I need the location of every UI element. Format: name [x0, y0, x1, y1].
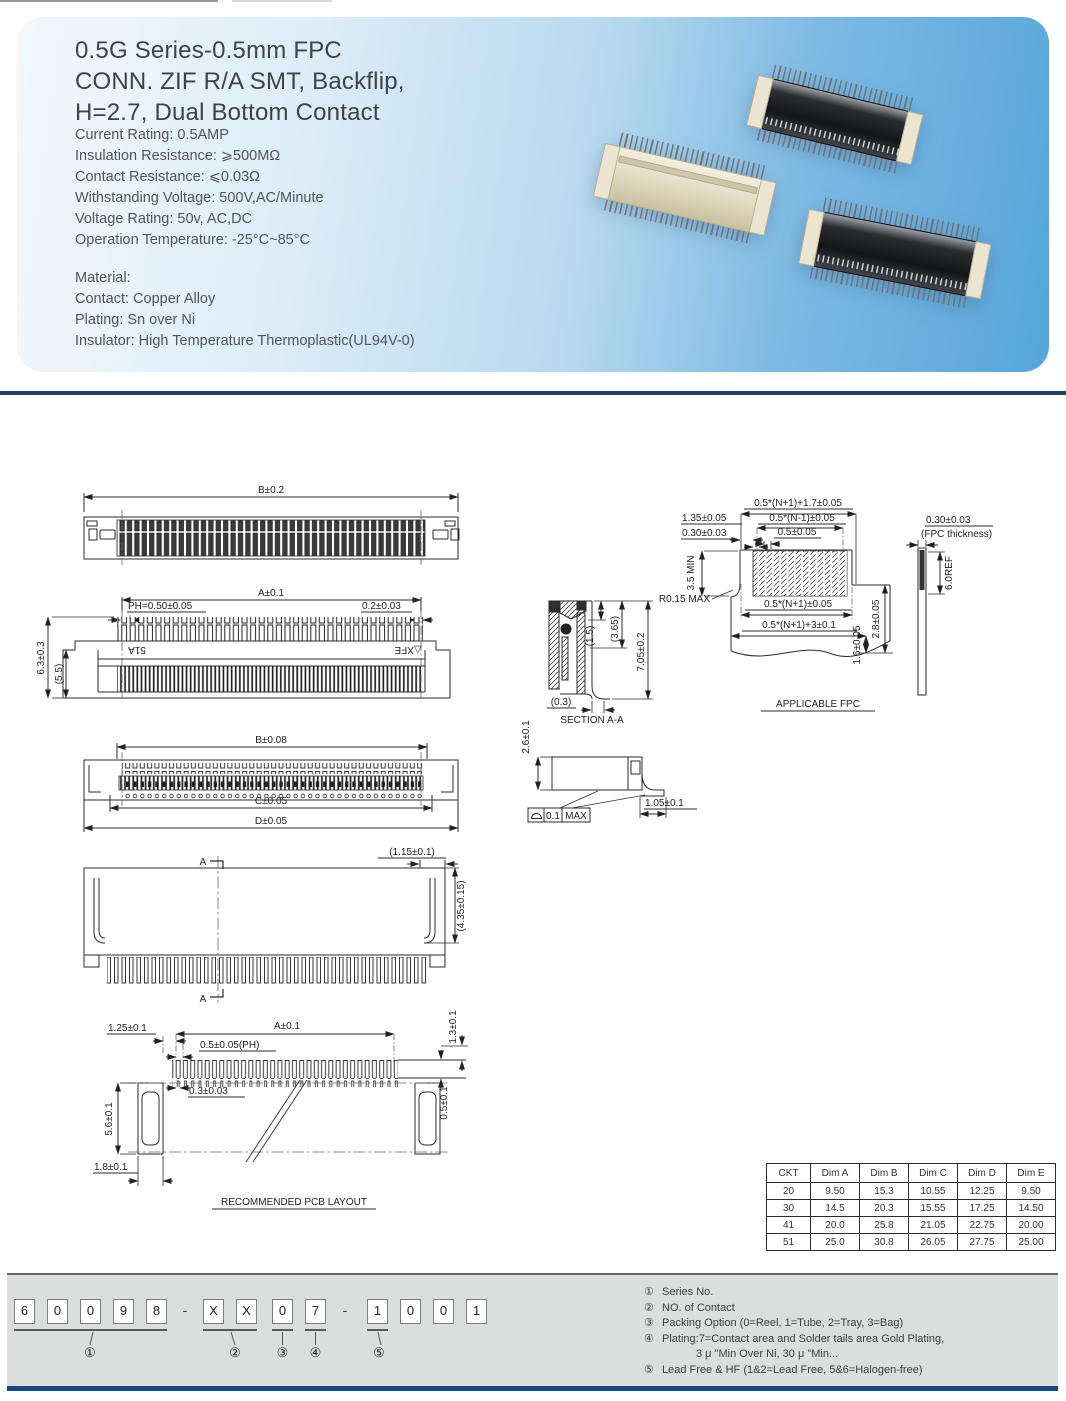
legend-item — [644, 1285, 944, 1301]
ckt-dimensions-table — [766, 1163, 1056, 1251]
table-cell: 14.50 — [1007, 1200, 1056, 1217]
pn-box: 1 — [367, 1299, 388, 1324]
legend-text: Series No. — [662, 1286, 714, 1298]
table-cell: 25.8 — [860, 1217, 909, 1234]
table-header-dim-b: Dim B — [860, 1164, 909, 1183]
table-cell: 22.75 — [958, 1217, 1007, 1234]
table-header-dim-c: Dim C — [909, 1164, 958, 1183]
material-plating: Plating: Sn over Ni — [75, 312, 196, 328]
legend-item — [644, 1363, 944, 1379]
fpc-dim-16-label: 1.6±0.05 — [852, 625, 863, 665]
table-cell: 20 — [767, 1183, 811, 1200]
dim-365-label: (3.65) — [610, 615, 621, 643]
drawing-section-aa — [547, 601, 653, 726]
fpc-dim-n3-label: 0.5*(N+1)+3±0.1 — [762, 620, 836, 631]
dim-26-label: 2.6±0.1 — [521, 720, 532, 754]
fpc-dim-n1-label: 0.5*(N-1)±0.05 — [769, 513, 835, 524]
connector-photo-top-right — [743, 61, 927, 177]
pcb-dim-a-label: A±0.1 — [273, 1021, 301, 1032]
fpc-dim-28-label: 2.8±0.05 — [871, 599, 882, 639]
legend-marker: ② — [644, 1301, 654, 1314]
table-row — [767, 1183, 1056, 1200]
table-cell: 17.25 — [958, 1200, 1007, 1217]
spec-withstanding: Withstanding Voltage: 500V,AC/Minute — [75, 190, 324, 206]
page-title — [75, 35, 405, 128]
legend-item — [644, 1316, 944, 1332]
dim-ph-label: PH=0.50±0.05 — [128, 601, 193, 612]
dim-depth-label: (4.35±0.15) — [456, 880, 467, 932]
legend-text: Packing Option (0=Reel, 1=Tube, 2=Tray, 3=Bag) — [662, 1317, 904, 1330]
drawing-bottom-view — [84, 735, 458, 832]
pn-box: 1 — [466, 1299, 487, 1324]
table-cell: 27.75 — [958, 1234, 1007, 1251]
flatness-icon — [532, 814, 542, 819]
legend-marker: ④ — [644, 1332, 654, 1345]
fpc-dim-35min-label: 3.5 MIN — [686, 555, 697, 591]
table-cell: 26.05 — [909, 1234, 958, 1251]
flatness-max-label: MAX — [565, 811, 587, 822]
pcb-dim-18-label: 1.8±0.1 — [94, 1162, 128, 1173]
connector-endcap-icon — [896, 111, 924, 165]
pn-box: 8 — [146, 1299, 167, 1324]
section-divider — [0, 391, 1066, 395]
pn-leader-lines — [7, 1275, 527, 1392]
spec-list — [75, 125, 324, 251]
fpc-dim-135-label: 1.35±0.05 — [682, 513, 727, 524]
fpc-dim-05-label: 0.5±0.05 — [777, 527, 817, 538]
material-insulator: Insulator: High Temperature Thermoplastic(UL94V-0) — [75, 333, 415, 349]
dim-b02-label: B±0.2 — [257, 485, 285, 496]
drawing-applicable-fpc — [659, 498, 993, 711]
legend-marker: ① — [644, 1286, 654, 1298]
table-row — [767, 1217, 1056, 1234]
table-cell: 10.55 — [909, 1183, 958, 1200]
header-panel — [17, 17, 1049, 372]
pcb-dim-13-label: 1.3±0.1 — [448, 1010, 459, 1044]
mold-mark-right: △XFE — [394, 644, 422, 655]
table-header-dim-a: Dim A — [811, 1164, 860, 1183]
dim-03-label: (0.3) — [550, 697, 572, 708]
pn-callout-2: ② — [229, 1345, 241, 1360]
table-cell: 12.25 — [958, 1183, 1007, 1200]
title-line-3: H=2.7, Dual Bottom Contact — [75, 99, 380, 126]
drawing-plan-view — [84, 847, 467, 1005]
dim-c-label: C±0.05 — [254, 796, 288, 807]
pn-box: 0 — [47, 1299, 68, 1324]
dim-tail-label: 0.2±0.03 — [362, 601, 401, 612]
legend-text: 3 μ "Min Over Ni, 30 μ "Min... — [696, 1348, 839, 1361]
table-header-dim-d: Dim D — [958, 1164, 1007, 1183]
mold-mark-left: 51A — [128, 644, 146, 655]
top-hairline-dark — [0, 0, 218, 2]
legend-marker: ⑤ — [644, 1363, 654, 1376]
table-cell: 9.50 — [811, 1183, 860, 1200]
dim-d-label: D±0.05 — [254, 816, 288, 827]
table-cell: 30 — [767, 1200, 811, 1217]
dim-b008-label: B±0.08 — [255, 735, 287, 746]
table-cell: 15.3 — [860, 1183, 909, 1200]
spec-voltage: Voltage Rating: 50v, AC,DC — [75, 211, 253, 227]
spec-insulation: Insulation Resistance: ⩾500MΩ — [75, 148, 281, 164]
legend-text: NO. of Contact — [662, 1301, 735, 1314]
pn-box: X — [203, 1299, 224, 1324]
title-line-1: 0.5G Series-0.5mm FPC — [75, 37, 342, 64]
dim-105-label: 1.05±0.1 — [645, 798, 684, 809]
fpc-dim-60ref-label: 6.0REF — [944, 556, 955, 590]
table-cell: 25.0 — [811, 1234, 860, 1251]
drawing-top-view — [84, 485, 459, 565]
spec-contact-resistance: Contact Resistance: ⩽0.03Ω — [75, 169, 260, 185]
pcb-dim-125-label: 1.25±0.1 — [108, 1023, 147, 1034]
table-cell: 15.55 — [909, 1200, 958, 1217]
pn-box: X — [236, 1299, 257, 1324]
table-cell: 30.8 — [860, 1234, 909, 1251]
title-line-2: CONN. ZIF R/A SMT, Backflip, — [75, 68, 405, 95]
footer-navy-bar — [7, 1386, 1058, 1391]
pn-box: 0 — [400, 1299, 421, 1324]
material-list — [75, 268, 415, 352]
ordering-panel — [7, 1273, 1058, 1391]
table-cell: 21.05 — [909, 1217, 958, 1234]
fpc-thickness-label: 0.30±0.03 — [926, 515, 971, 526]
drawing-front-view — [36, 588, 450, 702]
dim-height2-label: (5.5) — [54, 663, 65, 685]
section-aa-title: SECTION A-A — [560, 715, 624, 726]
legend-text: Lead Free & HF (1&2=Lead Free, 5&6=Halogen-free) — [662, 1363, 923, 1376]
table-header-dim-e: Dim E — [1007, 1164, 1056, 1183]
fpc-dim-r015-label: R0.15 MAX — [658, 594, 710, 605]
table-cell: 51 — [767, 1234, 811, 1251]
table-cell: 41 — [767, 1217, 811, 1234]
ordering-legend — [644, 1285, 944, 1379]
table-cell: 25.00 — [1007, 1234, 1056, 1251]
pn-callout-4: ④ — [309, 1345, 322, 1360]
pn-box: 0 — [272, 1299, 293, 1324]
pcb-dim-05-label: 0.5±0.1 — [439, 1086, 450, 1120]
legend-item — [644, 1332, 944, 1348]
dim-705-label: 7.05±0.2 — [636, 632, 647, 672]
table-cell: 20.00 — [1007, 1217, 1056, 1234]
legend-text: Plating:7=Contact area and Solder tails area Gold Plating, — [662, 1332, 945, 1345]
pn-separator: - — [342, 1302, 348, 1318]
table-cell: 20.0 — [811, 1217, 860, 1234]
pcb-layout-title: RECOMMENDED PCB LAYOUT — [221, 1197, 367, 1208]
pcb-dim-56-label: 5.6±0.1 — [104, 1102, 115, 1136]
pcb-dim-03-label: 0.3±0.03 — [189, 1086, 228, 1097]
connector-endcap-icon — [593, 143, 621, 200]
top-hairline-light — [232, 0, 332, 2]
pn-separator: - — [182, 1302, 188, 1318]
pn-callout-3: ③ — [276, 1345, 289, 1360]
dim-ear-label: (1.15±0.1) — [389, 847, 435, 858]
table-header-ckt: CKT — [767, 1164, 811, 1183]
pn-box: 0 — [433, 1299, 454, 1324]
pn-box: 7 — [305, 1299, 326, 1324]
pn-callout-1: ① — [84, 1345, 96, 1360]
table-cell: 9.50 — [1007, 1183, 1056, 1200]
drawing-pcb-layout — [93, 1010, 468, 1209]
flatness-value-label: 0.1 — [546, 811, 560, 822]
material-contact: Contact: Copper Alloy — [75, 291, 216, 307]
pn-callout-5: ⑤ — [373, 1345, 385, 1360]
spec-current: Current Rating: 0.5AMP — [75, 127, 229, 143]
fpc-dim-n1b-label: 0.5*(N+1)±0.05 — [763, 599, 833, 610]
dim-a-label: A±0.1 — [257, 588, 285, 599]
pn-box: 9 — [113, 1299, 134, 1324]
fpc-dim-top-label: 0.5*(N+1)+1.7±0.05 — [754, 498, 842, 509]
legend-item-continuation — [644, 1347, 944, 1363]
table-row — [767, 1200, 1056, 1217]
table-cell: 20.3 — [860, 1200, 909, 1217]
table-cell: 14.5 — [811, 1200, 860, 1217]
technical-drawings — [0, 400, 1066, 1275]
legend-item — [644, 1301, 944, 1317]
connector-photo-bottom-right — [796, 195, 994, 311]
fpc-thickness-note: (FPC thickness) — [921, 529, 993, 540]
dim-15-label: (1.5) — [585, 625, 596, 647]
section-a-top-label: A — [199, 857, 207, 868]
fpc-dim-030-label: 0.30±0.03 — [682, 528, 727, 539]
pn-box: 0 — [80, 1299, 101, 1324]
pn-box: 6 — [14, 1299, 35, 1324]
spec-temperature: Operation Temperature: -25°C~85°C — [75, 232, 310, 248]
pcb-dim-ph-label: 0.5±0.05(PH) — [200, 1040, 260, 1051]
material-heading: Material: — [75, 270, 131, 286]
applicable-fpc-title: APPLICABLE FPC — [776, 699, 860, 710]
legend-marker: ③ — [644, 1317, 654, 1330]
drawing-side-view — [521, 720, 697, 822]
dim-height-label: 6.3±0.3 — [36, 641, 47, 675]
table-row — [767, 1234, 1056, 1251]
connector-photo-left — [590, 129, 779, 247]
section-a-bottom-label: A — [199, 994, 207, 1005]
